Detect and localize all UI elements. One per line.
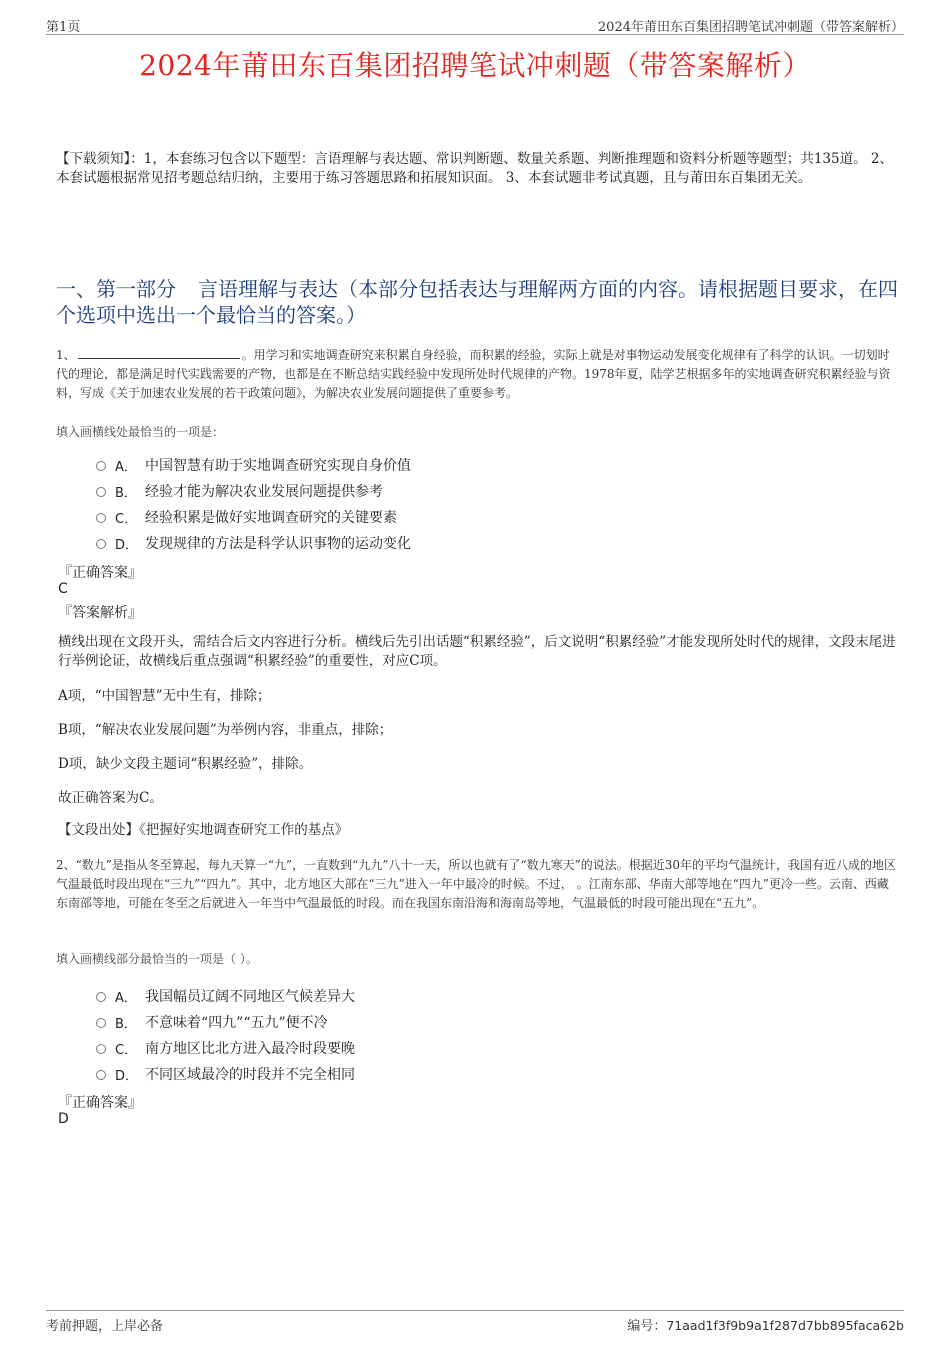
option-text: 南方地区比北方进入最冷时段要晚 xyxy=(145,1041,355,1057)
question-2-option-b[interactable] xyxy=(96,1009,355,1035)
question-1-analysis-main: 横线出现在文段开头，需结合后文内容进行分析。横线后先引出话题“积累经验”，后文说明“积累经验”才能发现所处时代的规律，文段末尾进行举例论证，故横线后重点强调“积累经验”的重要性，对应C项。 xyxy=(58,634,896,669)
question-2-number: 2、 xyxy=(56,858,76,872)
question-1-answer: C xyxy=(58,581,68,597)
option-letter: D． xyxy=(115,1068,139,1084)
question-1-analysis-label: 『答案解析』 xyxy=(58,605,142,621)
question-1-number: 1、 xyxy=(56,348,76,362)
question-2-prompt: 填入画横线部分最恰当的一项是（ ）。 xyxy=(56,952,258,966)
page-number: 第1页 xyxy=(46,20,81,35)
question-1-answer-label: 『正确答案』 xyxy=(58,565,142,581)
option-text: 不意味着“四九”“五九”便不冷 xyxy=(145,1015,328,1031)
radio-icon[interactable] xyxy=(96,1070,106,1080)
question-1-option-b[interactable] xyxy=(96,478,411,504)
question-2-text xyxy=(56,856,900,913)
radio-icon[interactable] xyxy=(96,1018,106,1028)
question-1-options xyxy=(96,452,411,556)
question-2-option-a[interactable] xyxy=(96,983,355,1009)
option-letter: B． xyxy=(115,485,137,501)
radio-icon[interactable] xyxy=(96,513,106,523)
question-2-option-c[interactable] xyxy=(96,1035,355,1061)
option-letter: A． xyxy=(115,459,137,475)
download-notice: 【下载须知】：1，本套练习包含以下题型：言语理解与表达题、常识判断题、数量关系题、判断推理题和资料分析题等题型；共135道。 2、本套试题根据常见招考题总结归纳，主要用于练习答题思路和拓展知识面。 3、本套试题非考试真题，且与莆田东百集团无关。 xyxy=(56,151,893,186)
section-description: 言语理解与表达（本部分包括表达与理解两方面的内容。请根据题目要求，在四个选项中选出一个最恰当的答案。） xyxy=(56,277,898,327)
question-1-body: 。用学习和实地调查研究来积累自身经验，而积累的经验，实际上就是对事物运动发展变化规律有了科学的认识。一切划时代的理论，都是满足时代实践需要的产物，也都是在不断总结实践经验中发现所处时代规律的产物。1978年夏，陆学艺根据多年的实地调查研究积累经验与资料，写成《关于加速农业发展的若干政策问题》，为解决农业发展问题提供了重要参考。 xyxy=(56,348,891,400)
question-1-source: 【文段出处】《把握好实地调查研究工作的基点》 xyxy=(58,822,349,838)
question-1-analysis-d: D项，缺少文段主题词“积累经验”，排除。 xyxy=(58,756,313,772)
option-text: 经验才能为解决农业发展问题提供参考 xyxy=(145,484,383,500)
option-letter: C． xyxy=(115,511,138,527)
footer-code-label: 编号： xyxy=(627,1319,667,1334)
question-1-analysis-conclusion: 故正确答案为C。 xyxy=(58,790,163,806)
document-title: 2024年莆田东百集团招聘笔试冲刺题（带答案解析） xyxy=(139,49,811,82)
question-2-options xyxy=(96,983,355,1087)
option-text: 中国智慧有助于实地调查研究实现自身价值 xyxy=(145,458,411,474)
radio-icon[interactable] xyxy=(96,992,106,1002)
radio-icon[interactable] xyxy=(96,487,106,497)
question-1-analysis-a: A项，“中国智慧”无中生有，排除； xyxy=(58,688,271,704)
page-footer xyxy=(46,1310,904,1335)
question-1-option-a[interactable] xyxy=(96,452,411,478)
question-1-option-c[interactable] xyxy=(96,504,411,530)
option-letter: D． xyxy=(115,537,139,553)
footer-code-block xyxy=(627,1315,904,1334)
question-1-blank xyxy=(78,347,240,359)
radio-icon[interactable] xyxy=(96,461,106,471)
question-2-answer: D xyxy=(58,1111,69,1127)
section-title xyxy=(56,276,900,328)
question-1-analysis-b: B项，“解决农业发展问题”为举例内容，非重点，排除； xyxy=(58,722,393,738)
option-text: 经验积累是做好实地调查研究的关键要素 xyxy=(145,510,397,526)
question-1-prompt: 填入画横线处最恰当的一项是： xyxy=(56,425,225,439)
option-letter: B． xyxy=(115,1016,137,1032)
option-letter: A． xyxy=(115,990,137,1006)
page-header xyxy=(46,14,904,35)
footer-code: 71aad1f3f9b9a1f287d7bb895faca62b xyxy=(666,1318,904,1333)
radio-icon[interactable] xyxy=(96,1044,106,1054)
question-1-text xyxy=(56,346,900,403)
radio-icon[interactable] xyxy=(96,539,106,549)
option-text: 我国幅员辽阔不同地区气候差异大 xyxy=(145,989,355,1005)
option-text: 发现规律的方法是科学认识事物的运动变化 xyxy=(145,536,411,552)
question-1-option-d[interactable] xyxy=(96,530,411,556)
option-text: 不同区域最冷的时段并不完全相同 xyxy=(145,1067,355,1083)
section-part: 一、第一部分 xyxy=(56,277,176,301)
option-letter: C． xyxy=(115,1042,138,1058)
question-2-body: “数九”是指从冬至算起，每九天算一“九”，一直数到“九九”八十一天，所以也就有了“数九寒天”的说法。根据近30年的平均气温统计，我国有近八成的地区气温最低时段出现在“三九”“四九”。其中，北方地区大部在“三九”进入一年中最冷的时候。不过， 。江南东部、华南大部等地在“四九”更冷一些。云南、西藏东南部等地，可能在冬至之后就进入一年当中气温最低的时段。而在我国东南沿海和海南岛等地，气温最低的时段可能出现在“五九”。 xyxy=(56,858,896,910)
footer-slogan: 考前押题，上岸必备 xyxy=(46,1319,164,1334)
question-2-option-d[interactable] xyxy=(96,1061,355,1087)
header-doc-title: 2024年莆田东百集团招聘笔试冲刺题（带答案解析） xyxy=(597,20,904,35)
question-2-answer-label: 『正确答案』 xyxy=(58,1095,142,1111)
